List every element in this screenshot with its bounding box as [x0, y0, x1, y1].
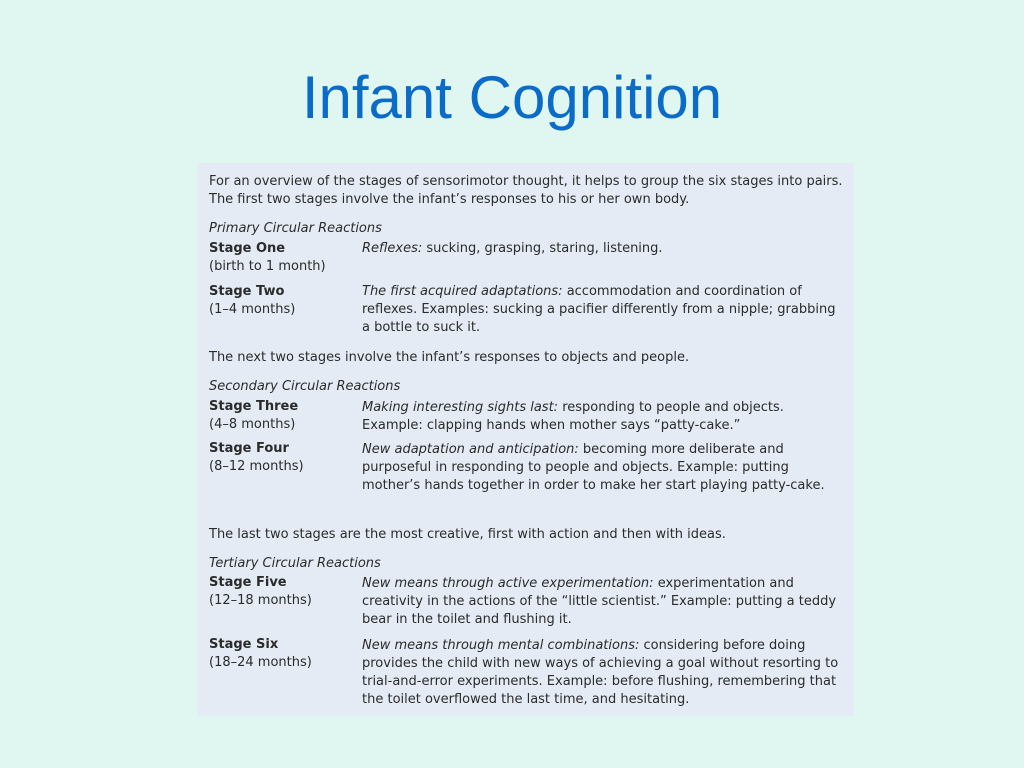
stage-name: Stage One	[209, 241, 286, 256]
group-heading-secondary: Secondary Circular Reactions	[209, 379, 401, 394]
stage-range: (1–4 months)	[209, 302, 296, 317]
stage-five-label	[209, 574, 359, 610]
stage-one-label	[209, 240, 359, 276]
stage-text: becoming more deliberate and purposeful in responding to people and objects. Example: putting mother’s hands together in order to make her start playing patty-cake.	[362, 442, 825, 493]
intro-paragraph-2: The next two stages involve the infant’s responses to objects and people.	[209, 350, 690, 365]
stage-three-label	[209, 398, 359, 434]
intro-paragraph-1: For an overview of the stages of sensorimotor thought, it helps to group the six stages into pairs. The first two stages involve the infant’s responses to his or her own body.	[209, 174, 843, 207]
stage-term: The first acquired adaptations:	[362, 284, 563, 299]
stage-text: responding to people and objects. Example: clapping hands when mother says “patty-cake.”	[362, 400, 784, 433]
stage-text: considering before doing provides the child with new ways of achieving a goal without resorting to trial-and-error experiments. Example: before flushing, remembering that the toilet overflowed the last time, and hesitating.	[362, 638, 839, 707]
stage-range: (birth to 1 month)	[209, 259, 326, 274]
stage-one-description	[362, 240, 844, 258]
stage-term: Reflexes:	[362, 241, 423, 256]
stage-four-label	[209, 440, 359, 476]
stage-name: Stage Five	[209, 575, 287, 590]
stage-name: Stage Two	[209, 284, 285, 299]
group-heading-primary: Primary Circular Reactions	[209, 221, 382, 236]
slide-title: Infant Cognition	[301, 64, 723, 131]
stage-text: sucking, grasping, staring, listening.	[422, 241, 663, 256]
stage-range: (8–12 months)	[209, 459, 304, 474]
stage-six-label	[209, 636, 359, 672]
intro-paragraph-3: The last two stages are the most creative, first with action and then with ideas.	[209, 527, 726, 542]
stage-text: experimentation and creativity in the actions of the “little scientist.” Example: putting a teddy bear in the toilet and flushing it.	[362, 576, 837, 627]
stage-range: (18–24 months)	[209, 655, 312, 670]
stage-three-description	[362, 399, 844, 435]
stage-four-description	[362, 441, 844, 495]
stage-range: (4–8 months)	[209, 417, 296, 432]
stage-term: New means through mental combinations:	[362, 638, 640, 653]
stage-name: Stage Six	[209, 637, 279, 652]
stage-six-description	[362, 637, 844, 709]
stage-name: Stage Four	[209, 441, 289, 456]
stage-text: accommodation and coordination of reflexes. Examples: sucking a pacifier differently from a nipple; grabbing a bottle to suck it.	[362, 284, 836, 335]
stage-two-description	[362, 283, 844, 337]
stage-term: New adaptation and anticipation:	[362, 442, 579, 457]
stage-name: Stage Three	[209, 399, 299, 414]
stage-range: (12–18 months)	[209, 593, 312, 608]
stage-term: New means through active experimentation:	[362, 576, 654, 591]
stages-panel	[197, 163, 854, 716]
stage-two-label	[209, 283, 359, 319]
group-heading-tertiary: Tertiary Circular Reactions	[209, 556, 381, 571]
stage-term: Making interesting sights last:	[362, 400, 559, 415]
stage-five-description	[362, 575, 844, 629]
